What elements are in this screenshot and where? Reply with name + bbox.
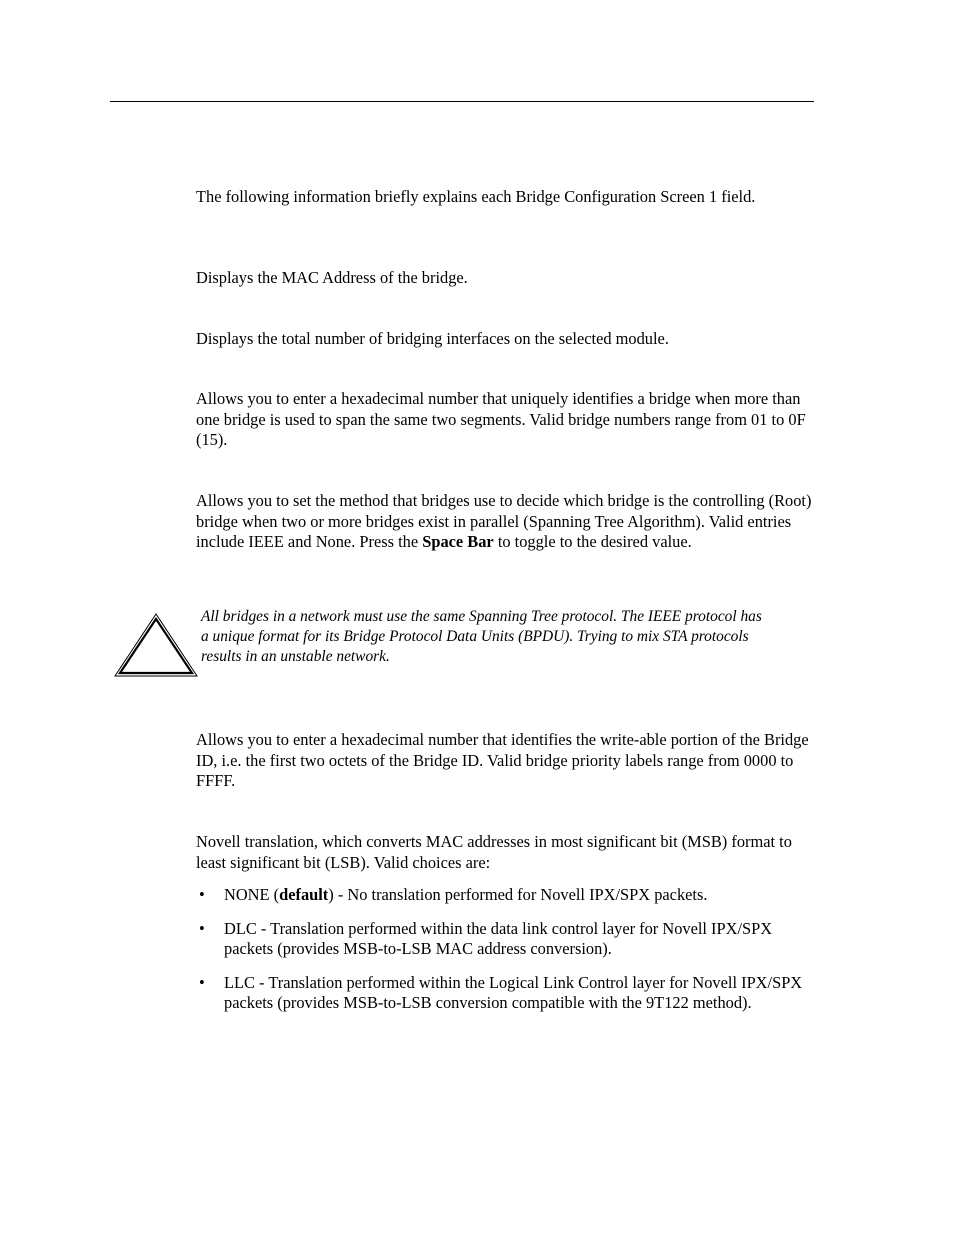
choices-list (196, 885, 814, 1014)
bullet: • (199, 918, 205, 938)
caution-triangle-icon (114, 612, 199, 678)
stp-text-after: to toggle to the desired value. (493, 532, 692, 551)
bridge-priority-description: Allows you to enter a hexadecimal number that identifies the write-able portion of the Bridge ID, i.e. the first two octets of the Bridge ID. Valid bridge priority labels range from 0000 to FFFF. (196, 730, 809, 790)
bullet: • (199, 972, 205, 992)
mac-address-description: Displays the MAC Address of the bridge. (196, 268, 468, 287)
bridge-number-description: Allows you to enter a hexadecimal number that uniquely identifies a bridge when more than one bridge is used to span the same two segments. Valid bridge numbers range from 01 to 0F (15). (196, 389, 806, 449)
stp-text-before: Allows you to set the method that bridges use to decide which bridge is the controlling (Root) bridge when two or more bridges exist in parallel (Spanning Tree Algorithm). Valid entries include IEEE and None. Press the (196, 491, 812, 551)
bullet: • (199, 885, 205, 904)
intro-paragraph: The following information briefly explains each Bridge Configuration Screen 1 field. (196, 187, 756, 206)
default-label: default (279, 885, 329, 904)
interfaces-description: Displays the total number of bridging interfaces on the selected module. (196, 329, 669, 348)
list-item: • LLC - Translation performed within the Logical Link Control layer for Novell IPX/SPX packets (provides MSB-to-LSB conversion compatible with the 9T122 method). (199, 972, 803, 1012)
list-item: • NONE (default) - No translation performed for Novell IPX/SPX packets. (199, 885, 708, 904)
space-bar-key: Space Bar (422, 532, 494, 551)
novell-description: Novell translation, which converts MAC addresses in most significant bit (MSB) format to least significant bit (LSB). Valid choices are: (196, 832, 792, 872)
caution-text: All bridges in a network must use the same Spanning Tree protocol. The IEEE protocol has a unique format for its Bridge Protocol Data Units (BPDU). Trying to mix STA protocols results in an unstable network. (201, 608, 762, 665)
header-rule (110, 101, 814, 102)
stp-description (196, 491, 814, 553)
list-item: • DLC - Translation performed within the data link control layer for Novell IPX/SPX packets (provides MSB-to-LSB MAC address conversion). (199, 918, 773, 958)
